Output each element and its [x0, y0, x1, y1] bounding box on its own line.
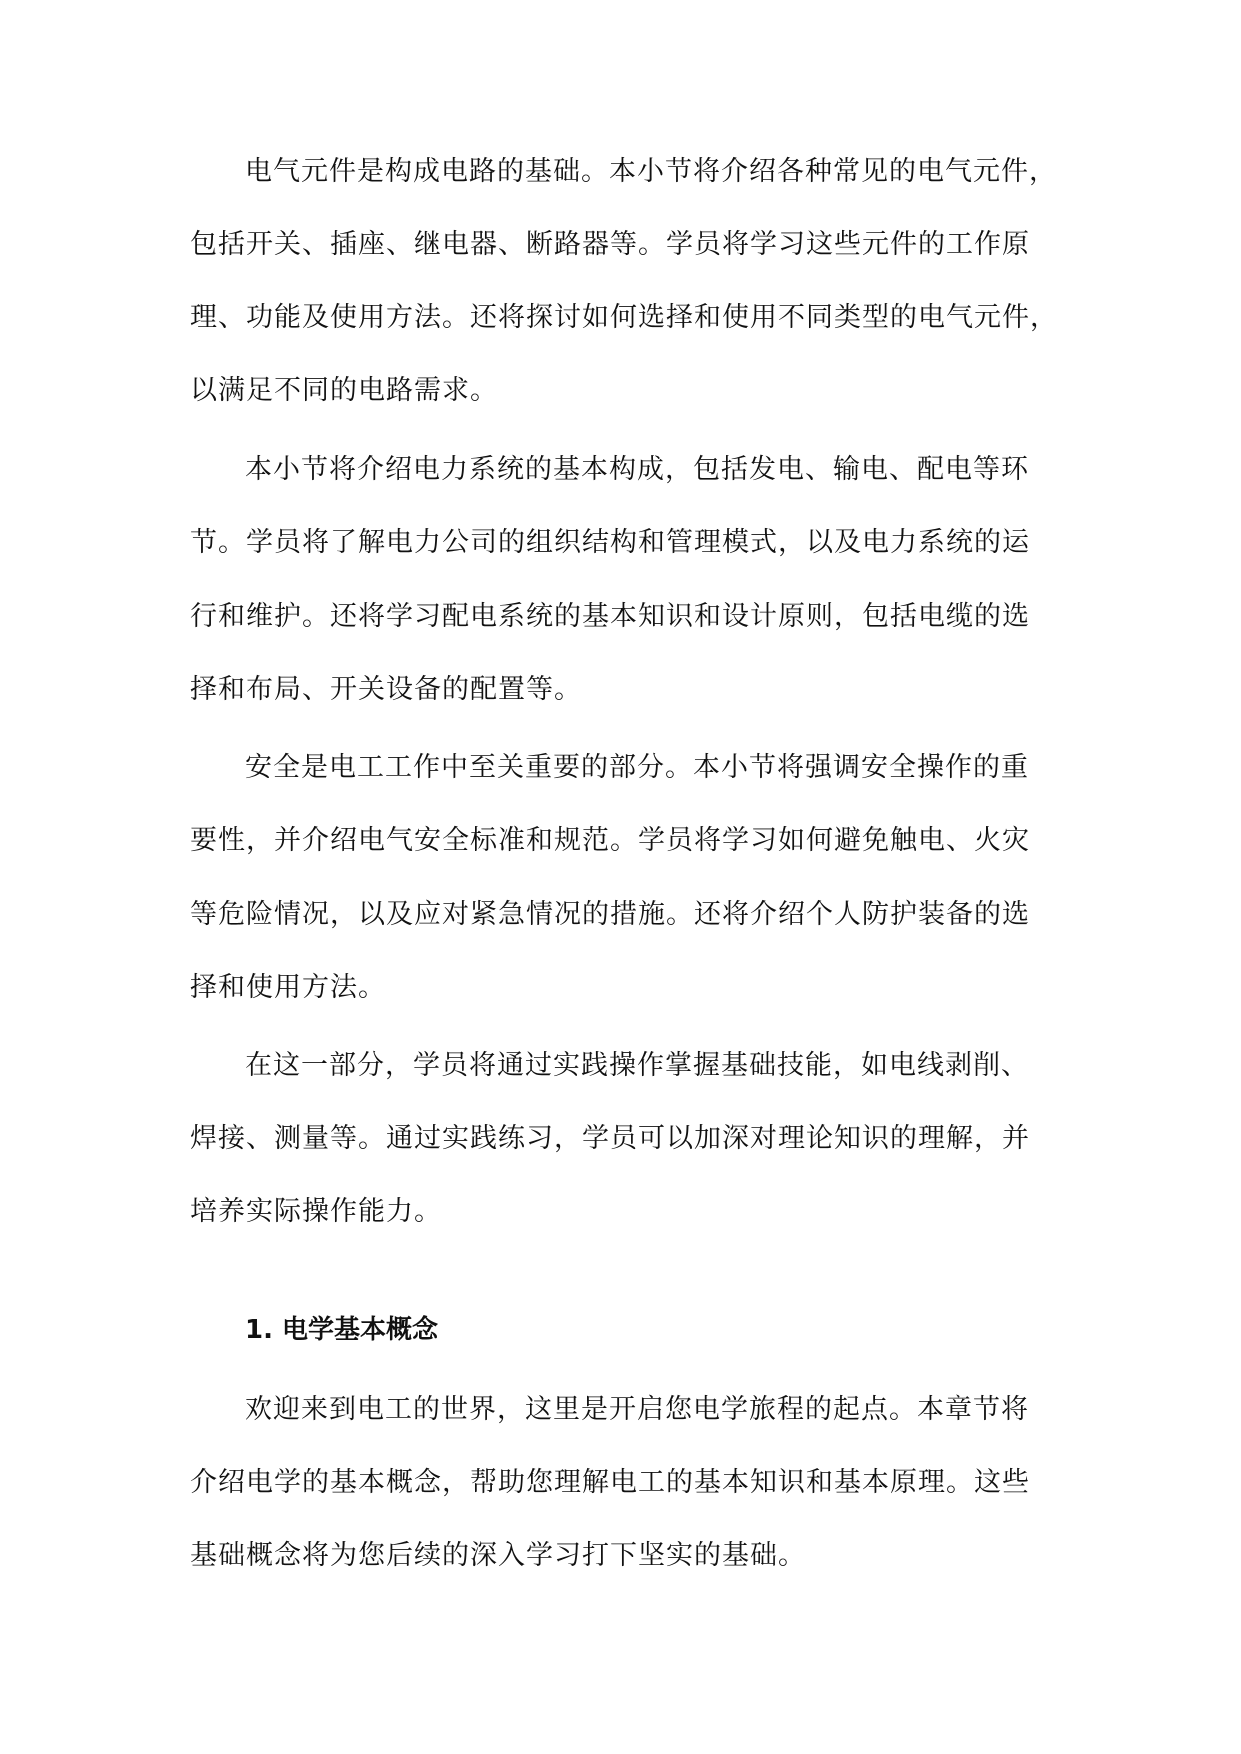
- paragraph-4-line-2: 焊接、测量等。通过实践练习，学员可以加深对理论知识的理解，并: [190, 1123, 1030, 1154]
- paragraph-1-line-2: 包括开关、插座、继电器、断路器等。学员将学习这些元件的工作原: [190, 229, 1030, 260]
- paragraph-4-line-1: 在这一部分，学员将通过实践操作掌握基础技能，如电线剥削、: [245, 1050, 1029, 1081]
- paragraph-2-line-1: 本小节将介绍电力系统的基本构成，包括发电、输电、配电等环: [245, 454, 1029, 485]
- paragraph-2-line-4: 择和布局、开关设备的配置等。: [190, 674, 582, 705]
- paragraph-2-line-3: 行和维护。还将学习配电系统的基本知识和设计原则，包括电缆的选: [190, 601, 1030, 632]
- section-heading: 1. 电学基本概念: [245, 1315, 439, 1345]
- paragraph-1-line-1: 电气元件是构成电路的基础。本小节将介绍各种常见的电气元件，: [245, 156, 1057, 187]
- paragraph-3-line-3: 等危险情况，以及应对紧急情况的措施。还将介绍个人防护装备的选: [190, 899, 1030, 930]
- intro-paragraph-line-1: 欢迎来到电工的世界，这里是开启您电学旅程的起点。本章节将: [245, 1394, 1029, 1425]
- paragraph-3-line-1: 安全是电工工作中至关重要的部分。本小节将强调安全操作的重: [245, 752, 1029, 783]
- paragraph-1-line-4: 以满足不同的电路需求。: [190, 375, 498, 406]
- paragraph-2-line-2: 节。学员将了解电力公司的组织结构和管理模式，以及电力系统的运: [190, 527, 1030, 558]
- paragraph-4-line-3: 培养实际操作能力。: [190, 1196, 442, 1227]
- paragraph-3-line-4: 择和使用方法。: [190, 972, 386, 1003]
- paragraph-3-line-2: 要性，并介绍电气安全标准和规范。学员将学习如何避免触电、火灾: [190, 825, 1030, 856]
- intro-paragraph-line-3: 基础概念将为您后续的深入学习打下坚实的基础。: [190, 1540, 806, 1571]
- intro-paragraph-line-2: 介绍电学的基本概念，帮助您理解电工的基本知识和基本原理。这些: [190, 1467, 1030, 1498]
- paragraph-1-line-3: 理、功能及使用方法。还将探讨如何选择和使用不同类型的电气元件，: [190, 302, 1058, 333]
